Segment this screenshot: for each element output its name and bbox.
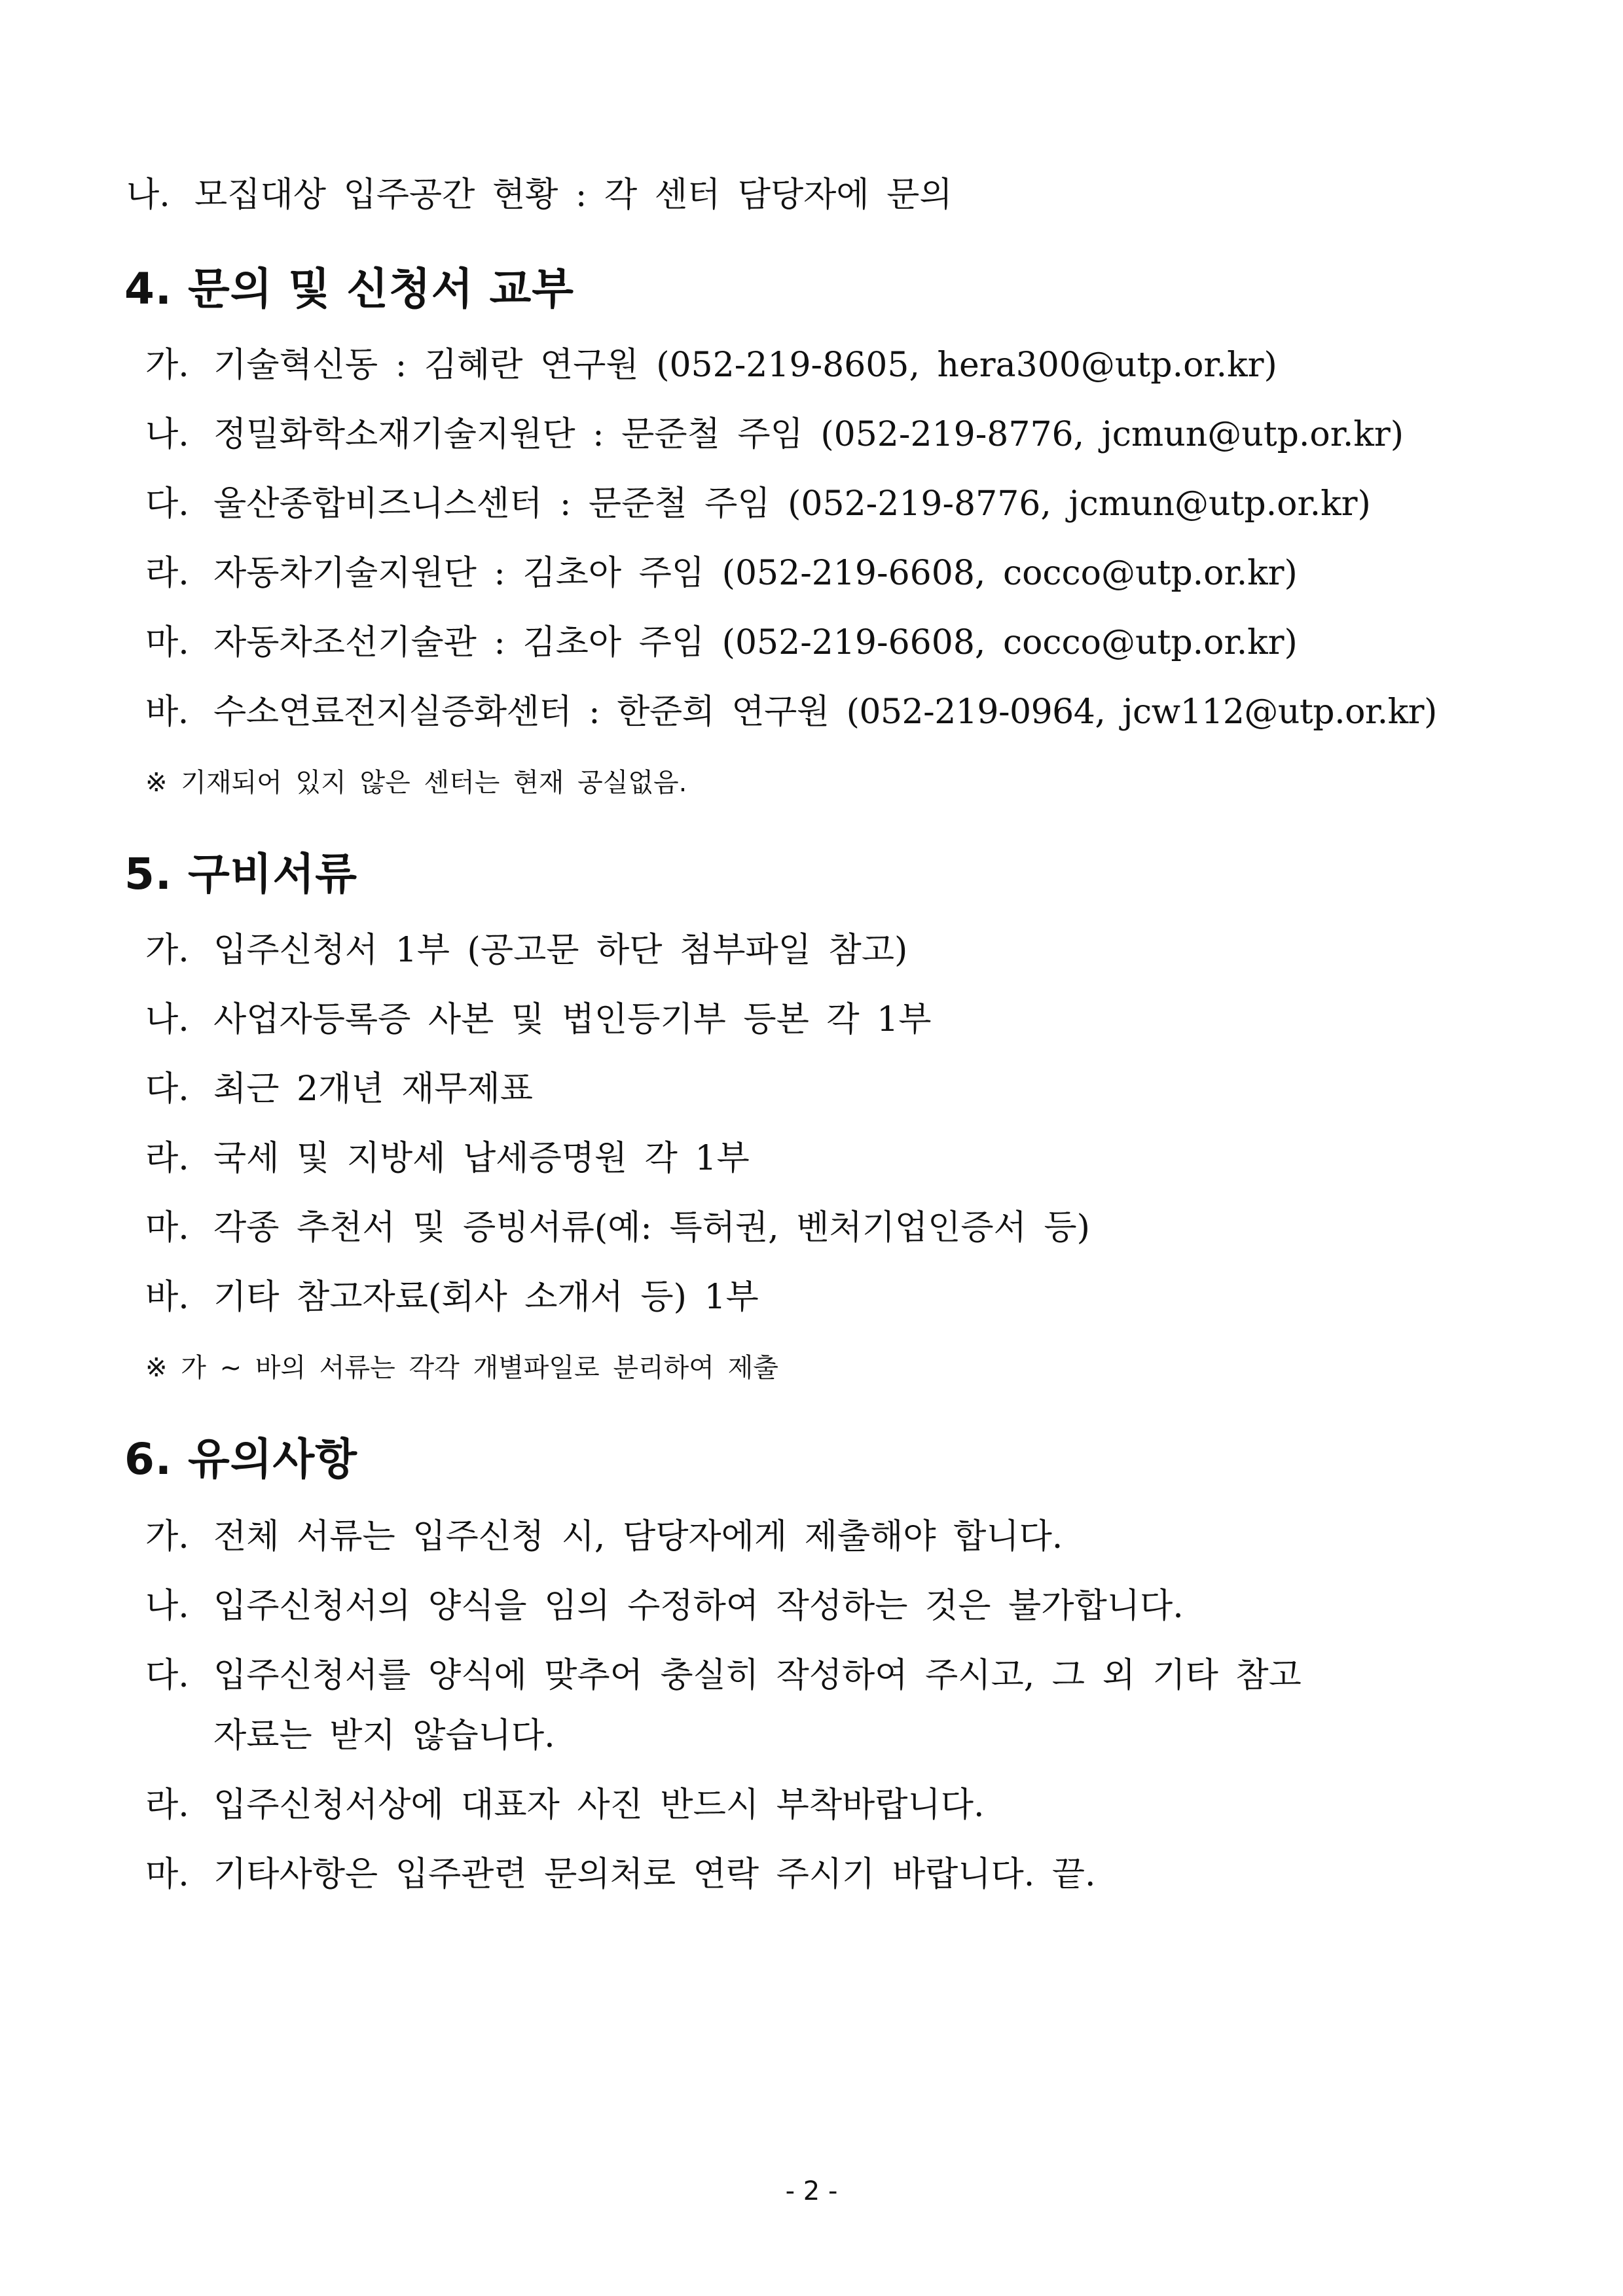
list-item — [145, 1138, 750, 1179]
item-prefix: 가. — [145, 931, 189, 970]
section-heading-inquiry: 4. 문의 및 신청서 교부 — [124, 264, 574, 314]
item-prefix: 마. — [145, 623, 189, 662]
item-prefix: 바. — [145, 1278, 189, 1317]
item-text: 입주신청서의 양식을 임의 수정하여 작성하는 것은 불가합니다. — [213, 1587, 1184, 1626]
item-text: 기타 참고자료(회사 소개서 등) 1부 — [213, 1278, 759, 1317]
item-text: 자동차기술지원단 : 김초아 주임 (052-219-6608, cocco@utp.or.kr) — [213, 554, 1298, 593]
list-item — [145, 1068, 533, 1110]
list-item — [145, 691, 1437, 733]
item-prefix: 나. — [126, 175, 170, 215]
item-prefix: 다. — [145, 1656, 189, 1695]
item-prefix: 라. — [145, 1139, 189, 1178]
list-item — [145, 414, 1404, 456]
item-prefix: 나. — [145, 415, 189, 454]
item-text: 사업자등록증 사본 및 법인등기부 등본 각 1부 — [213, 1000, 932, 1039]
item-prefix: 라. — [145, 554, 189, 593]
list-item — [145, 1784, 985, 1826]
item-prefix: 마. — [145, 1855, 189, 1894]
item-prefix: 나. — [145, 1000, 189, 1039]
section-note: ※ 기재되어 있지 않은 센터는 현재 공실없음. — [145, 768, 687, 798]
item-text: 입주신청서 1부 (공고문 하단 첨부파일 참고) — [213, 931, 908, 970]
list-item — [145, 1585, 1184, 1627]
item-prefix: 가. — [145, 1517, 189, 1556]
list-item-continuation: 자료는 받지 않습니다. — [213, 1716, 555, 1755]
list-item — [145, 552, 1298, 594]
item-text: 입주신청서상에 대표자 사진 반드시 부착바랍니다. — [213, 1785, 985, 1825]
item-text: 울산종합비즈니스센터 : 문준철 주임 (052-219-8776, jcmun@utp.or.kr) — [213, 484, 1371, 524]
item-prefix: 마. — [145, 1208, 189, 1247]
list-item — [145, 929, 907, 971]
item-prefix: 나. — [145, 1587, 189, 1626]
list-item — [145, 483, 1371, 525]
item-text: 각종 추천서 및 증빙서류(예: 특허권, 벤처기업인증서 등) — [213, 1208, 1090, 1247]
item-text: 기술혁신동 : 김혜란 연구원 (052-219-8605, hera300@utp.or.kr) — [213, 346, 1277, 385]
intro-item — [126, 174, 953, 216]
list-item — [145, 344, 1277, 386]
section-heading-documents: 5. 구비서류 — [124, 849, 357, 899]
section-note: ※ 가 ~ 바의 서류는 각각 개별파일로 분리하여 제출 — [145, 1353, 778, 1383]
item-text: 기타사항은 입주관련 문의처로 연락 주시기 바랍니다. 끝. — [213, 1855, 1096, 1894]
list-item — [145, 1655, 1302, 1696]
page-number: - 2 - — [785, 2176, 838, 2206]
item-text: 국세 및 지방세 납세증명원 각 1부 — [213, 1139, 750, 1178]
item-prefix: 바. — [145, 692, 189, 732]
list-item — [145, 622, 1298, 664]
item-text: 자동차조선기술관 : 김초아 주임 (052-219-6608, cocco@utp.or.kr) — [213, 623, 1298, 662]
item-prefix: 라. — [145, 1785, 189, 1825]
item-prefix: 다. — [145, 1069, 189, 1109]
list-item — [145, 1516, 1063, 1558]
list-item — [145, 999, 931, 1041]
section-heading-notices: 6. 유의사항 — [124, 1434, 357, 1484]
item-text: 전체 서류는 입주신청 시, 담당자에게 제출해야 합니다. — [213, 1517, 1063, 1556]
item-text: 입주신청서를 양식에 맞추어 충실히 작성하여 주시고, 그 외 기타 참고 — [213, 1656, 1302, 1695]
item-text: 모집대상 입주공간 현황 : 각 센터 담당자에 문의 — [194, 175, 953, 215]
item-prefix: 다. — [145, 484, 189, 524]
list-item — [145, 1207, 1090, 1249]
list-item — [145, 1276, 759, 1318]
item-text: 정밀화학소재기술지원단 : 문준철 주임 (052-219-8776, jcmun@utp.or.kr) — [213, 415, 1404, 454]
list-item — [145, 1854, 1096, 1895]
item-text: 최근 2개년 재무제표 — [213, 1069, 533, 1109]
item-prefix: 가. — [145, 346, 189, 385]
item-text: 수소연료전지실증화센터 : 한준희 연구원 (052-219-0964, jcw112@utp.or.kr) — [213, 692, 1437, 732]
